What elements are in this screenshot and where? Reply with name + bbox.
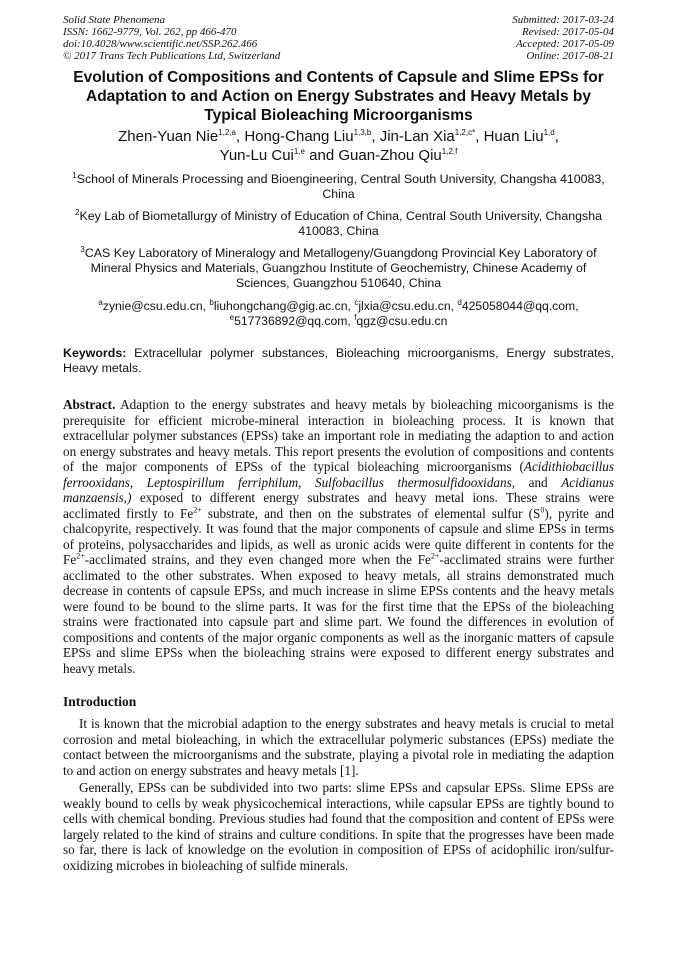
copyright-line: © 2017 Trans Tech Publications Ltd, Switzerland [63,50,281,62]
publication-header [63,14,614,62]
email[interactable] [457,299,575,313]
author [118,128,244,145]
abstract-text: -acclimated strains, and they even changed more when the Fe [84,552,431,567]
author-affiliation-marks: 1,2,a [218,128,236,137]
date-info [512,14,614,62]
email-address[interactable]: jlxia@csu.edu.cn [358,299,451,313]
keywords [63,346,614,376]
author-affiliation-marks: 1,2,f [441,147,458,156]
paper-title: Evolution of Compositions and Contents of Capsule and Slime EPSs for Adaptation to and Action on Energy Substrates and Heavy Metals by Typical Bioleaching Microorganisms [73,69,604,124]
email-mark: a [98,297,103,307]
author-name: Guan-Zhou Qiu [338,147,442,164]
email[interactable] [354,314,447,328]
abstract [63,397,614,676]
email[interactable] [98,299,202,313]
email-address[interactable]: zynie@csu.edu.cn [102,299,203,313]
affiliation-number: 1 [72,170,77,180]
iron-charge: 2+ [193,505,202,515]
email-address[interactable]: liuhongchang@gig.ac.cn [213,299,348,313]
abstract-species: Acidianus manzaensis,) [63,474,614,505]
email-address[interactable]: qgz@csu.edu.cn [356,314,448,328]
iron-charge: 2+ [430,551,440,561]
author [338,147,457,164]
email-mark: d [457,297,462,307]
introduction-heading: Introduction [63,694,137,709]
affiliation [63,172,614,202]
online-date: Online: 2017-08-21 [526,50,614,62]
keywords-label: Keywords: [63,346,127,360]
author [484,128,559,145]
email-address[interactable]: 425058044@qq.com [461,299,576,313]
journal-info [63,14,280,62]
author-affiliation-marks: 1,2,c* [454,128,476,137]
accepted-date: Accepted: 2017-05-09 [515,38,614,50]
introduction-paragraph: It is known that the microbial adaption to the energy substrates and heavy metals is crucial to metal corrosion and metal bioleaching, in which the extracellular polymeric substances (EPSs) mediate the contact between the microorganisms and the substrate, playing a pivotal role in mediating the adaption to and action on energy substrates and heavy metals [1]. [63,716,614,778]
email-address[interactable]: 517736892@qq.com [234,314,348,328]
affiliation [63,209,614,239]
author-separator: , [554,128,559,145]
abstract-text: and [515,474,562,490]
author-separator: , [371,128,380,145]
email-mark: c [354,297,359,307]
keywords-text: Extracellular polymer substances, Bioleaching microorganisms, Energy substrates, Heavy metals. [63,346,614,375]
abstract-text: ), pyrite and chalcopyrite, respectively. It was found that the major components of capsule and slime EPSs in terms of proteins, polysaccharides and lipids, as well as uronic acids were quite different in contents for the Fe [63,505,614,567]
paper-page [63,14,614,873]
author-separator: and [305,147,339,164]
abstract-label: Abstract. [63,397,116,412]
affiliation-text: School of Minerals Processing and Bioengineering, Central South University, Changsha 410083, China [76,172,605,201]
email-mark: f [354,312,357,322]
email[interactable] [354,299,450,313]
author [244,128,379,145]
author-name: Jin-Lan Xia [379,128,455,145]
affiliation-text: Key Lab of Biometallurgy of Ministry of Education of China, Central South University, Changsha 410083, China [79,209,602,238]
revised-date: Revised: 2017-05-04 [522,26,614,38]
doi-line: doi:10.4028/www.scientific.net/SSP.262.466 [63,38,258,50]
affiliation-number: 3 [80,244,85,254]
introduction-paragraph: Generally, EPSs can be subdivided into two parts: slime EPSs and capsular EPSs. Slime EPSs are weakly bound to cells by weak physicochemical interactions, while capsular EPSs are tightly bound to cells with chemical bonding. Previous studies had found that the composition and content of EPSs were largely related to the kind of strains and culture conditions. In spite that the progresses have been made so far, there is lack of knowledge on the evolution in composition of EPSs of acidophilic iron/sulfur- oxidizing microbes in bioleaching of sulfide minerals. [63,780,614,873]
author-separator: , [475,128,484,145]
sulfur-superscript: 0 [540,505,545,515]
abstract-text: exposed to different energy substrates and heavy metal ions. These strains were acclimated firstly to Fe [63,490,614,521]
affiliation [63,246,614,291]
author-name: Hong-Chang Liu [244,128,354,145]
abstract-text: substrate, and then on the substrates of elemental sulfur (S [201,505,541,521]
author [220,147,339,164]
email[interactable] [230,314,348,328]
affiliation-text: CAS Key Laboratory of Mineralogy and Metallogeny/Guangdong Provincial Key Laboratory of Mineral Physics and Materials, Guangzhou Institute of Geochemistry, Chinese Academy of Sciences, Guangzhou 510640, China [84,246,597,290]
issn-line: ISSN: 1662-9779, Vol. 262, pp 466-470 [63,26,237,38]
abstract-text: Adaption to the energy substrates and heavy metals by bioleaching micoorganisms is the prerequisite for efficient microbe-mineral interaction in bioleaching process. It is known that extracellular polymer substances (EPSs) take an important role in mediating the adaption to and action on energy substrates and heavy metals. This report presents the evolution of compositions and contents of the major components of EPSs of the typical bioleaching microorganisms ( [63,397,614,474]
journal-name: Solid State Phenomena [63,14,166,26]
author-name: Huan Liu [483,128,544,145]
author-affiliation-marks: 1,e [293,147,305,156]
author-separator: , [235,128,245,145]
author [380,128,484,145]
abstract-text: -acclimated strains were further acclimated to the other substrates. When exposed to heavy metals, all strains demonstrated much decrease in contents of capsule EPSs, and much increase in slime EPSs contents and the heavy metals were found to be bound to the slime parts. It was for the first time that the EPSs of the bioleaching strains were fractionated into capsule part and slime part. We found the differences in evolution of compositions and contents of the major organic components as well as the inorganic matters of capsule EPSs and slime EPSs when the bioleaching strains were exposed to different energy substrates and heavy metals. [63,552,614,676]
author-list [63,127,614,165]
email[interactable] [209,299,347,313]
email-list: $^a$zynie@csu.edu.cn, $^b$liuhongchang@gig.ac.cn, $^c$jlxia@csu.edu.cn, $^d$425058044@qq.com, $^e$517736892@qq.com, $^f$qgz@csu.edu.cn [98,297,579,328]
author-affiliation-marks: 1,3,b [353,128,372,137]
email-mark: b [209,297,214,307]
email-mark: e [229,312,235,322]
author-name: Yun-Lu Cui [219,147,294,164]
submitted-date: Submitted: 2017-03-24 [512,14,614,26]
abstract-species: Acidithiobacillus ferrooxidans, Leptospirillum ferriphilum, Sulfobacillus thermosulfidooxidans, [63,459,614,490]
author-name: Zhen-Yuan Nie [118,128,219,145]
iron-charge: 2+ [76,551,85,561]
affiliation-number: 2 [75,207,80,217]
author-affiliation-marks: 1,d [543,128,555,137]
